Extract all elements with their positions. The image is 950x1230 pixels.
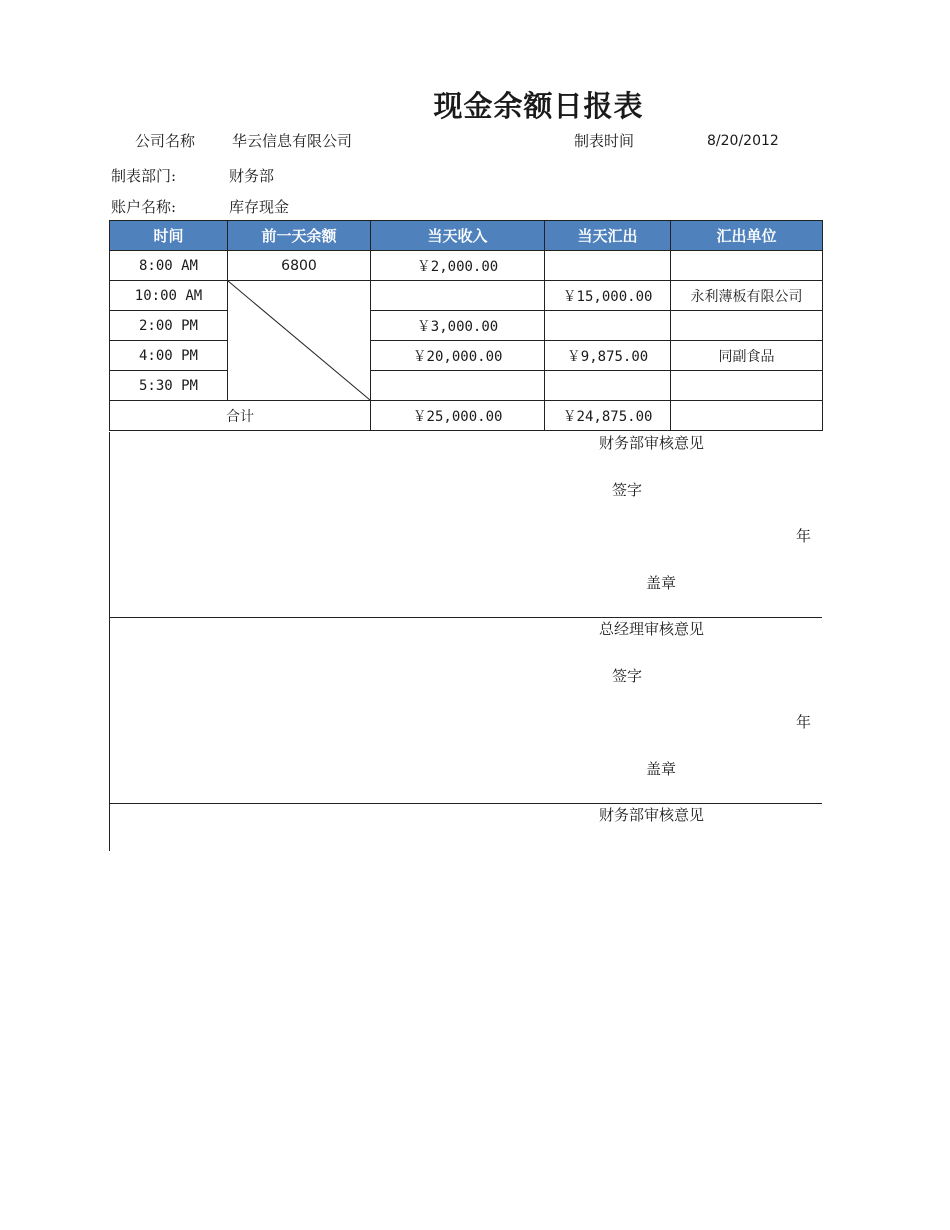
seal-label: 盖章: [646, 760, 677, 778]
time-cell: 8:00 AM: [110, 251, 228, 281]
review-heading: 总经理审核意见: [598, 620, 704, 638]
review-heading: 财务部审核意见: [598, 434, 704, 452]
total-label: 合计: [110, 401, 371, 431]
income-cell: ￥20,000.00: [371, 341, 545, 371]
signature-label: 签字: [612, 481, 643, 499]
outflow-cell: ￥15,000.00: [545, 281, 671, 311]
time-cell: 5:30 PM: [110, 371, 228, 401]
dept-label: 制表部门:: [111, 167, 177, 185]
gm-review-section: [109, 618, 822, 804]
table-row: [110, 311, 823, 341]
outflow-cell: [545, 251, 671, 281]
diagonal-line: [228, 281, 370, 400]
time-cell: 2:00 PM: [110, 311, 228, 341]
account-label: 账户名称:: [111, 198, 177, 216]
company-label: 公司名称: [135, 132, 196, 150]
table-row: [110, 371, 823, 401]
unit-cell: [671, 251, 823, 281]
header-outflow: 当天汇出: [545, 221, 671, 251]
header-prev-balance: 前一天余额: [228, 221, 371, 251]
table-row: [110, 341, 823, 371]
time-cell: 4:00 PM: [110, 341, 228, 371]
outflow-cell: [545, 311, 671, 341]
review-heading: 财务部审核意见: [598, 806, 704, 824]
total-income: ￥25,000.00: [371, 401, 545, 431]
income-cell: ￥3,000.00: [371, 311, 545, 341]
total-row: [110, 401, 823, 431]
table-row: [110, 281, 823, 311]
unit-cell: 同副食品: [671, 341, 823, 371]
dept-value: 财务部: [229, 167, 275, 185]
total-unit: [671, 401, 823, 431]
prev-balance-cell: 6800: [228, 251, 371, 281]
unit-cell: [671, 371, 823, 401]
diagonal-empty-cell: [228, 281, 371, 401]
unit-cell: 永利薄板有限公司: [671, 281, 823, 311]
total-outflow: ￥24,875.00: [545, 401, 671, 431]
income-cell: ￥2,000.00: [371, 251, 545, 281]
outflow-cell: ￥9,875.00: [545, 341, 671, 371]
account-value: 库存现金: [229, 198, 290, 216]
date-label: 制表时间: [574, 132, 635, 150]
year-label: 年: [796, 527, 812, 545]
date-value: 8/20/2012: [707, 133, 779, 149]
signature-label: 签字: [612, 667, 643, 685]
finance-review-section-2: [109, 804, 822, 851]
outflow-cell: [545, 371, 671, 401]
unit-cell: [671, 311, 823, 341]
year-label: 年: [796, 713, 812, 731]
income-cell: [371, 281, 545, 311]
header-income: 当天收入: [371, 221, 545, 251]
header-time: 时间: [110, 221, 228, 251]
report-title: 现金余额日报表: [433, 89, 644, 123]
cash-balance-table: [109, 220, 823, 431]
income-cell: [371, 371, 545, 401]
finance-review-section: [109, 432, 822, 618]
seal-label: 盖章: [646, 574, 677, 592]
table-row: [110, 251, 823, 281]
header-outflow-unit: 汇出单位: [671, 221, 823, 251]
time-cell: 10:00 AM: [110, 281, 228, 311]
header-row: [110, 221, 823, 251]
company-value: 华云信息有限公司: [232, 132, 353, 150]
